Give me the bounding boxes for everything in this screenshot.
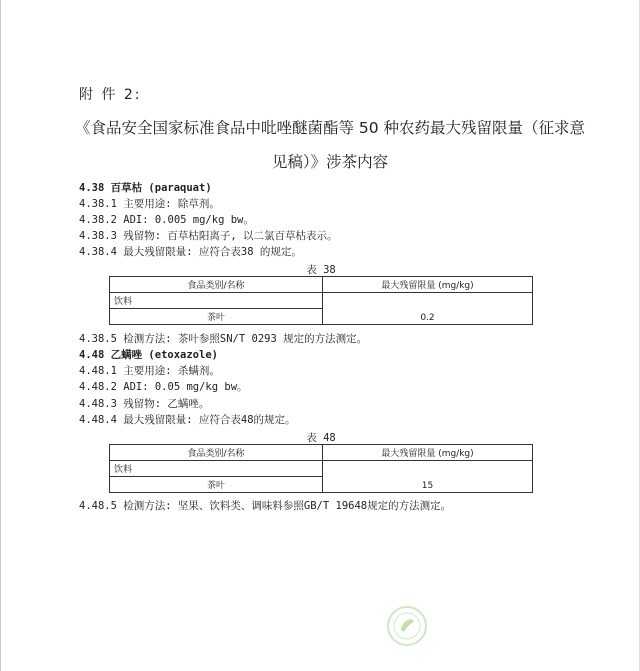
document-title-line-1: 《食品安全国家标准食品中吡唑醚菌酯等 50 种农药最大残留限量（征求意	[74, 119, 586, 137]
section-4-48-adi: 4.48.2 ADI: 0.05 mg/kg bw。	[79, 381, 248, 393]
table-48-title: 表 48	[306, 432, 336, 444]
page-left-border	[0, 0, 1, 671]
table-38-value: 0.2	[323, 293, 533, 325]
document-title-line-2: 见稿）》涉茶内容	[271, 153, 389, 171]
table-38-item: 茶叶	[110, 309, 323, 325]
section-4-38-heading: 4.38 百草枯 (paraquat)	[79, 182, 212, 194]
section-4-38-use: 4.38.1 主要用途: 除草剂。	[79, 198, 220, 210]
table-48-value: 15	[323, 461, 533, 493]
section-4-38-method: 4.38.5 检测方法: 茶叶参照SN/T 0293 规定的方法测定。	[79, 333, 368, 345]
section-4-38-residue: 4.38.3 残留物: 百草枯阳离子, 以二氯百草枯表示。	[79, 230, 338, 242]
table-38	[109, 276, 533, 325]
section-4-48-mrl: 4.48.4 最大残留限量: 应符合表48的规定。	[79, 414, 296, 426]
section-4-48-use: 4.48.1 主要用途: 杀螨剂。	[79, 365, 220, 377]
section-4-38-mrl: 4.38.4 最大残留限量: 应符合表38 的规定。	[79, 246, 302, 258]
table-48-category: 饮料	[110, 461, 323, 477]
table-48	[109, 444, 533, 493]
table-48-header-limit: 最大残留限量 (mg/kg)	[323, 445, 533, 461]
attachment-label: 附 件 2:	[79, 87, 142, 103]
table-38-header-limit: 最大残留限量 (mg/kg)	[323, 277, 533, 293]
leaf-logo-icon	[387, 606, 427, 646]
table-38-title: 表 38	[306, 264, 336, 276]
section-4-48-heading: 4.48 乙螨唑 (etoxazole)	[79, 349, 218, 361]
table-48-item: 茶叶	[110, 477, 323, 493]
section-4-38-adi: 4.38.2 ADI: 0.005 mg/kg bw。	[79, 214, 254, 226]
table-48-header-category: 食品类别/名称	[110, 445, 323, 461]
table-38-header-category: 食品类别/名称	[110, 277, 323, 293]
table-38-category: 饮料	[110, 293, 323, 309]
section-4-48-residue: 4.48.3 残留物: 乙螨唑。	[79, 398, 210, 410]
section-4-48-method: 4.48.5 检测方法: 坚果、饮料类、调味料参照GB/T 19648规定的方法测定。	[79, 500, 452, 512]
